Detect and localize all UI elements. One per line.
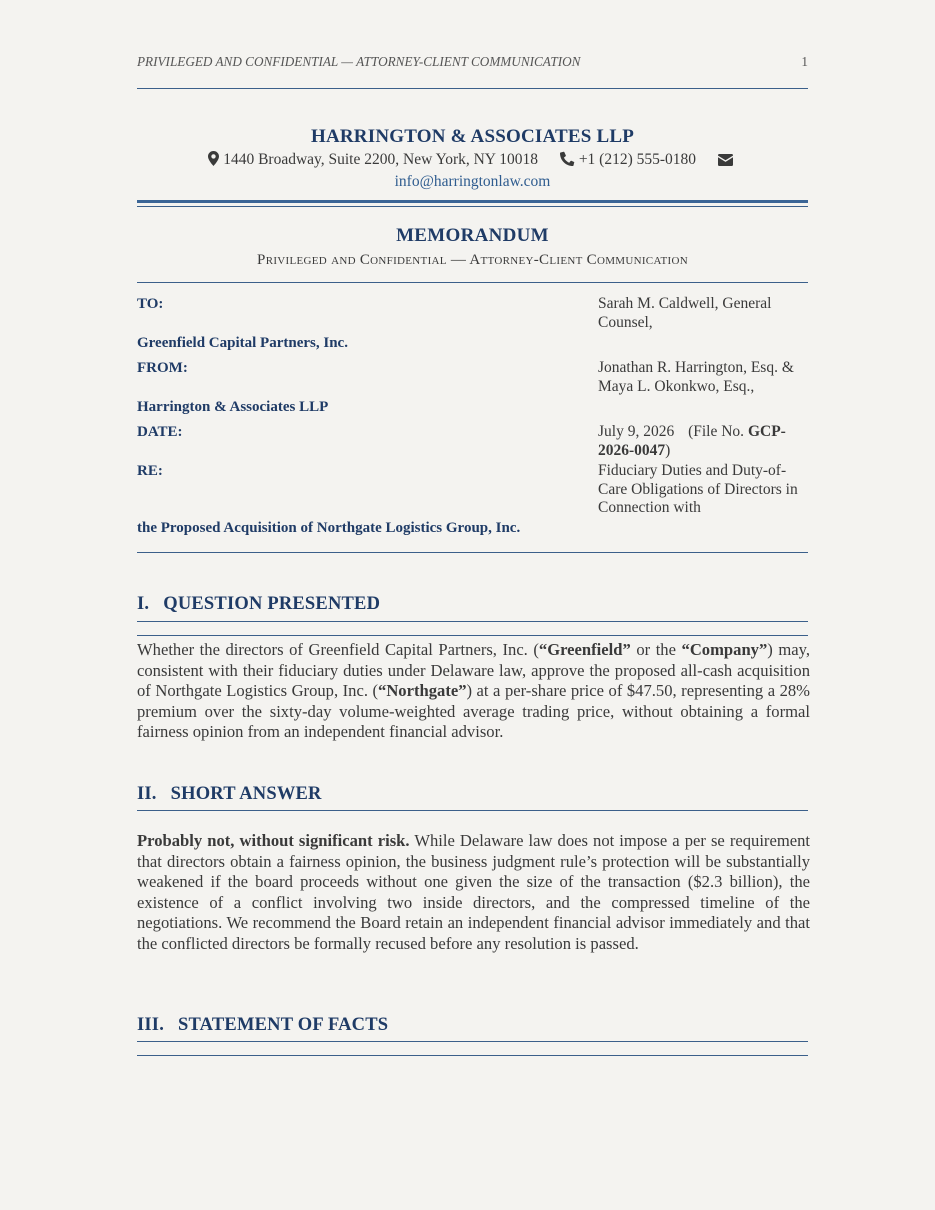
defined-term-company: “Company” xyxy=(681,640,768,659)
running-header-title: PRIVILEGED AND CONFIDENTIAL — ATTORNEY-CLIENT COMMUNICATION xyxy=(137,54,581,69)
file-number-suffix: ) xyxy=(665,441,671,459)
text-run: Whether the directors of Greenfield Capital Partners, Inc. ( xyxy=(137,640,539,659)
section-title: SHORT ANSWER xyxy=(170,784,322,804)
text-run: While Delaware law does not impose a per se requirement that directors obtain a fairness opinion, the business judgment rule’s protection will be substantially weakened if the board proceeds without one given the size of the transaction ($2.3 billion), the existence of a conflict involving two inside directors, and the compressed timeline of the negotiations. We recommend the Board retain an independent financial advisor immediately and that the conflicted directors be formally recused before any resolution is passed. xyxy=(137,831,810,953)
section-numeral: II. xyxy=(137,784,157,804)
section-numeral: III. xyxy=(137,1015,165,1035)
defined-term-northgate: “Northgate” xyxy=(378,681,467,701)
question-presented-paragraph xyxy=(137,640,810,743)
section-rule xyxy=(137,810,808,811)
section-rule xyxy=(137,621,808,622)
re-continuation: the Proposed Acquisition of Northgate Logistics Group, Inc. xyxy=(137,520,521,536)
header-fields-rule xyxy=(137,552,808,553)
from-value: Jonathan R. Harrington, Esq. & Maya L. Okonkwo, Esq., xyxy=(598,359,794,395)
file-number-prefix: (File No. xyxy=(688,423,745,440)
section-heading-short-answer xyxy=(137,784,322,805)
section-numeral: I. xyxy=(137,594,150,614)
section-title: STATEMENT OF FACTS xyxy=(178,1015,389,1035)
map-marker-icon xyxy=(208,151,219,171)
section-rule xyxy=(137,1041,808,1042)
short-answer-lead: Probably not, without significant risk. xyxy=(137,831,410,850)
short-answer-paragraph xyxy=(137,831,810,955)
section-heading-question-presented xyxy=(137,594,380,615)
firm-phone: +1 (212) 555-0180 xyxy=(578,151,697,168)
memo-subtitle: Privileged and Confidential — Attorney-Client Communication xyxy=(257,252,688,268)
firm-name: HARRINGTON & ASSOCIATES LLP xyxy=(310,126,635,147)
to-value: Sarah M. Caldwell, General Counsel, xyxy=(598,295,772,331)
header-rule xyxy=(137,88,808,89)
from-organization: Harrington & Associates LLP xyxy=(137,399,329,415)
re-value: Fiduciary Duties and Duty-of-Care Obligations of Directors in Connection with xyxy=(598,462,798,516)
text-run: or the xyxy=(630,640,682,659)
text-run: ) at a per-share price of $47.50, representing a 28% premium over the sixty-day volume-weighted average trading price, without obtaining a formal fairness opinion from an independent financial advisor. xyxy=(137,681,811,742)
firm-email-link[interactable]: info@harringtonlaw.com xyxy=(394,173,551,190)
letterhead-rule-thick xyxy=(137,200,808,203)
defined-term-greenfield: “Greenfield” xyxy=(538,640,631,659)
section-rule xyxy=(137,635,808,636)
to-organization: Greenfield Capital Partners, Inc. xyxy=(137,335,348,351)
phone-icon xyxy=(560,151,575,171)
file-number: GCP-2026-0047 xyxy=(598,423,786,459)
section-title: QUESTION PRESENTED xyxy=(163,594,381,614)
page-number: 1 xyxy=(801,54,808,69)
to-label: TO: xyxy=(137,296,164,312)
from-label: FROM: xyxy=(137,360,188,376)
letterhead-rule-thin xyxy=(137,206,808,207)
envelope-icon xyxy=(718,153,733,171)
date-label: DATE: xyxy=(137,424,183,440)
running-header xyxy=(137,54,808,70)
firm-contact-line xyxy=(137,151,808,171)
memo-title-rule xyxy=(137,282,808,283)
section-rule xyxy=(137,1055,808,1056)
date-text: July 9, 2026 xyxy=(598,423,675,440)
section-heading-statement-of-facts xyxy=(137,1015,388,1036)
firm-address: 1440 Broadway, Suite 2200, New York, NY 10018 xyxy=(223,151,539,168)
memo-title: MEMORANDUM xyxy=(396,225,549,246)
text-run: ) may, consistent with their fiduciary duties under Delaware law, approve the proposed all-cash acquisition of Northgate Logistics Group, Inc. ( xyxy=(137,640,810,701)
date-value xyxy=(598,423,810,460)
re-label: RE: xyxy=(137,463,163,479)
